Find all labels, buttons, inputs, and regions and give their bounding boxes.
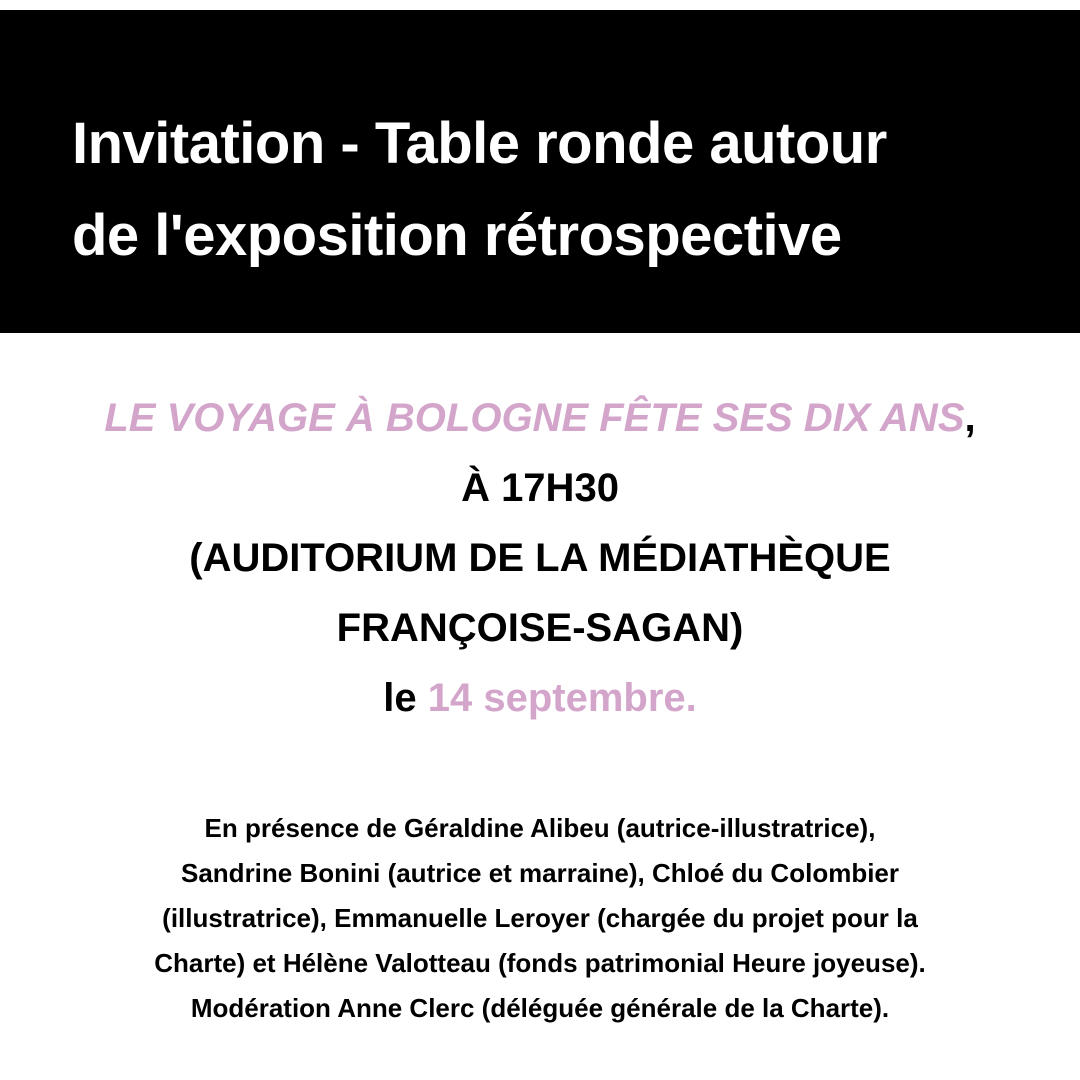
event-name-line [0, 383, 1080, 453]
event-time: À 17H30 [461, 466, 619, 510]
event-date: 14 septembre. [427, 676, 697, 720]
event-details [0, 383, 1080, 733]
title-line-2: de l'exposition rétrospective [72, 203, 842, 268]
title-line-1: Invitation - Table ronde autour [72, 111, 887, 176]
guests-line-5: Modération Anne Clerc (déléguée générale de la Charte). [190, 993, 890, 1023]
event-name: LE VOYAGE À BOLOGNE FÊTE SES DIX ANS [104, 396, 965, 440]
event-venue-line-2: FRANÇOISE-SAGAN) [336, 606, 744, 650]
event-venue-line-1: (AUDITORIUM DE LA MÉDIATHÈQUE [189, 536, 891, 580]
header-banner [0, 10, 1080, 333]
event-name-comma: , [964, 396, 976, 440]
guests-line-3: (illustratrice), Emmanuelle Leroyer (chargée du projet pour la [162, 903, 918, 933]
guests-line-1: En présence de Géraldine Alibeu (autrice-illustratrice), [204, 813, 876, 843]
guests-line-4: Charte) et Hélène Valotteau (fonds patrimonial Heure joyeuse). [154, 948, 926, 978]
event-date-line [0, 663, 1080, 733]
event-date-prefix: le [383, 676, 428, 720]
guests-line-2: Sandrine Bonini (autrice et marraine), Chloé du Colombier [181, 858, 899, 888]
invitation-title [72, 98, 1032, 282]
guests-paragraph [40, 806, 1040, 1031]
